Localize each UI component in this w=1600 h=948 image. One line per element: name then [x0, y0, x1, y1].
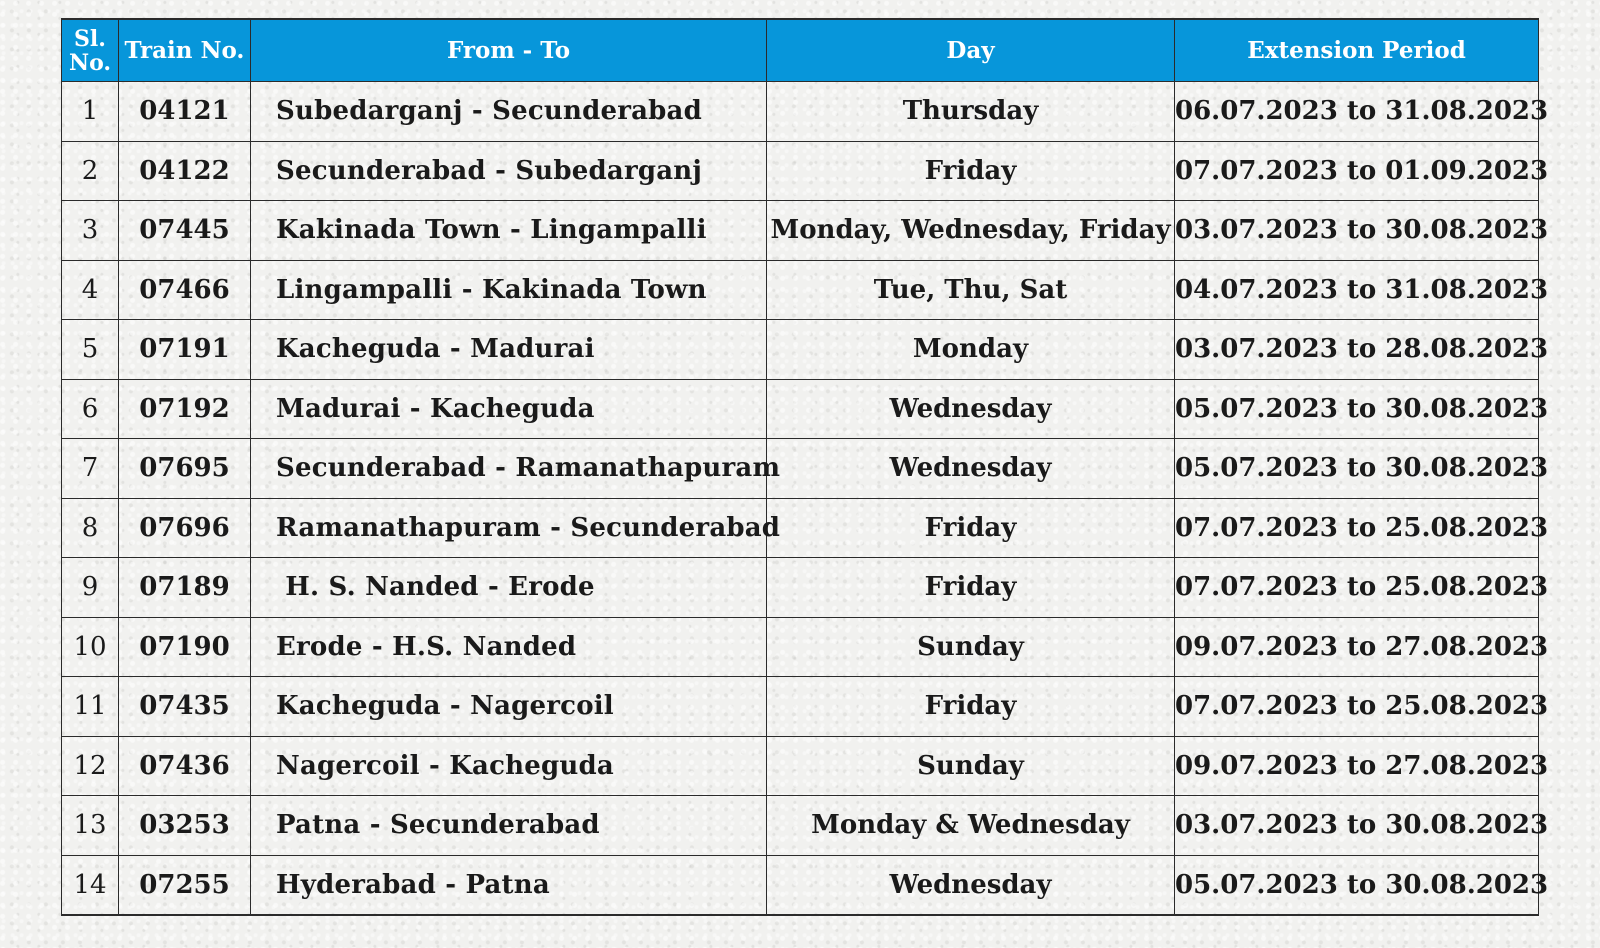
cell-extension-period: 04.07.2023 to 31.08.2023 — [1175, 260, 1539, 320]
table-row — [62, 558, 1539, 618]
table-row — [62, 677, 1539, 737]
cell-sl-no: 2 — [62, 141, 119, 201]
cell-sl-no: 3 — [62, 201, 119, 261]
table-row — [62, 736, 1539, 796]
cell-sl-no: 7 — [62, 439, 119, 499]
cell-day: Friday — [767, 141, 1175, 201]
table-row — [62, 498, 1539, 558]
cell-train-no: 07191 — [119, 320, 251, 380]
cell-day: Sunday — [767, 617, 1175, 677]
cell-sl-no: 10 — [62, 617, 119, 677]
cell-train-no: 07192 — [119, 379, 251, 439]
cell-from-to: Secunderabad - Subedarganj — [251, 141, 767, 201]
table-row — [62, 617, 1539, 677]
cell-extension-period: 07.07.2023 to 25.08.2023 — [1175, 498, 1539, 558]
cell-day: Monday, Wednesday, Friday — [767, 201, 1175, 261]
header-extension-period: Extension Period — [1175, 19, 1539, 82]
cell-from-to: Nagercoil - Kacheguda — [251, 736, 767, 796]
cell-sl-no: 13 — [62, 796, 119, 856]
header-sl-line1: Sl. — [74, 25, 106, 52]
table-row — [62, 796, 1539, 856]
cell-from-to: Ramanathapuram - Secunderabad — [251, 498, 767, 558]
header-sl-line2: No. — [68, 49, 112, 76]
cell-sl-no: 9 — [62, 558, 119, 618]
cell-sl-no: 4 — [62, 260, 119, 320]
header-from-to: From - To — [251, 19, 767, 82]
table-header — [62, 19, 1539, 82]
cell-from-to: Patna - Secunderabad — [251, 796, 767, 856]
header-train-no: Train No. — [119, 19, 251, 82]
cell-from-to: Kacheguda - Nagercoil — [251, 677, 767, 737]
header-sl-no — [62, 19, 119, 82]
cell-day: Monday & Wednesday — [767, 796, 1175, 856]
cell-from-to: Kakinada Town - Lingampalli — [251, 201, 767, 261]
cell-extension-period: 06.07.2023 to 31.08.2023 — [1175, 82, 1539, 142]
cell-day: Wednesday — [767, 855, 1175, 915]
cell-sl-no: 14 — [62, 855, 119, 915]
cell-sl-no: 1 — [62, 82, 119, 142]
cell-extension-period: 05.07.2023 to 30.08.2023 — [1175, 379, 1539, 439]
cell-day: Friday — [767, 498, 1175, 558]
table-row — [62, 320, 1539, 380]
cell-extension-period: 07.07.2023 to 25.08.2023 — [1175, 677, 1539, 737]
cell-train-no: 04121 — [119, 82, 251, 142]
cell-extension-period: 03.07.2023 to 28.08.2023 — [1175, 320, 1539, 380]
header-row — [62, 19, 1539, 82]
cell-from-to: Kacheguda - Madurai — [251, 320, 767, 380]
cell-extension-period: 03.07.2023 to 30.08.2023 — [1175, 796, 1539, 856]
table-row — [62, 439, 1539, 499]
cell-train-no: 07445 — [119, 201, 251, 261]
table-row — [62, 82, 1539, 142]
cell-from-to: Erode - H.S. Nanded — [251, 617, 767, 677]
cell-train-no: 07436 — [119, 736, 251, 796]
cell-from-to: Hyderabad - Patna — [251, 855, 767, 915]
cell-extension-period: 09.07.2023 to 27.08.2023 — [1175, 736, 1539, 796]
cell-day: Wednesday — [767, 379, 1175, 439]
cell-extension-period: 05.07.2023 to 30.08.2023 — [1175, 855, 1539, 915]
cell-day: Sunday — [767, 736, 1175, 796]
cell-train-no: 04122 — [119, 141, 251, 201]
table-row — [62, 260, 1539, 320]
cell-from-to: H. S. Nanded - Erode — [251, 558, 767, 618]
cell-day: Friday — [767, 677, 1175, 737]
cell-sl-no: 11 — [62, 677, 119, 737]
cell-sl-no: 8 — [62, 498, 119, 558]
cell-from-to: Lingampalli - Kakinada Town — [251, 260, 767, 320]
cell-extension-period: 05.07.2023 to 30.08.2023 — [1175, 439, 1539, 499]
table-row — [62, 379, 1539, 439]
cell-extension-period: 03.07.2023 to 30.08.2023 — [1175, 201, 1539, 261]
cell-train-no: 07435 — [119, 677, 251, 737]
cell-sl-no: 12 — [62, 736, 119, 796]
cell-train-no: 07695 — [119, 439, 251, 499]
cell-extension-period: 07.07.2023 to 01.09.2023 — [1175, 141, 1539, 201]
train-extension-table-container — [61, 18, 1549, 916]
cell-from-to: Secunderabad - Ramanathapuram — [251, 439, 767, 499]
cell-extension-period: 07.07.2023 to 25.08.2023 — [1175, 558, 1539, 618]
table-row — [62, 201, 1539, 261]
cell-sl-no: 5 — [62, 320, 119, 380]
cell-train-no: 03253 — [119, 796, 251, 856]
cell-day: Thursday — [767, 82, 1175, 142]
header-day: Day — [767, 19, 1175, 82]
cell-extension-period: 09.07.2023 to 27.08.2023 — [1175, 617, 1539, 677]
cell-day: Tue, Thu, Sat — [767, 260, 1175, 320]
cell-sl-no: 6 — [62, 379, 119, 439]
cell-day: Friday — [767, 558, 1175, 618]
table-body — [62, 82, 1549, 916]
cell-train-no: 07466 — [119, 260, 251, 320]
train-extension-table — [61, 18, 1549, 916]
cell-day: Wednesday — [767, 439, 1175, 499]
table-row — [62, 141, 1539, 201]
cell-day: Monday — [767, 320, 1175, 380]
table-row — [62, 855, 1539, 915]
cell-train-no: 07189 — [119, 558, 251, 618]
cell-train-no: 07255 — [119, 855, 251, 915]
cell-from-to: Subedarganj - Secunderabad — [251, 82, 767, 142]
cell-train-no: 07696 — [119, 498, 251, 558]
cell-from-to: Madurai - Kacheguda — [251, 379, 767, 439]
cell-train-no: 07190 — [119, 617, 251, 677]
